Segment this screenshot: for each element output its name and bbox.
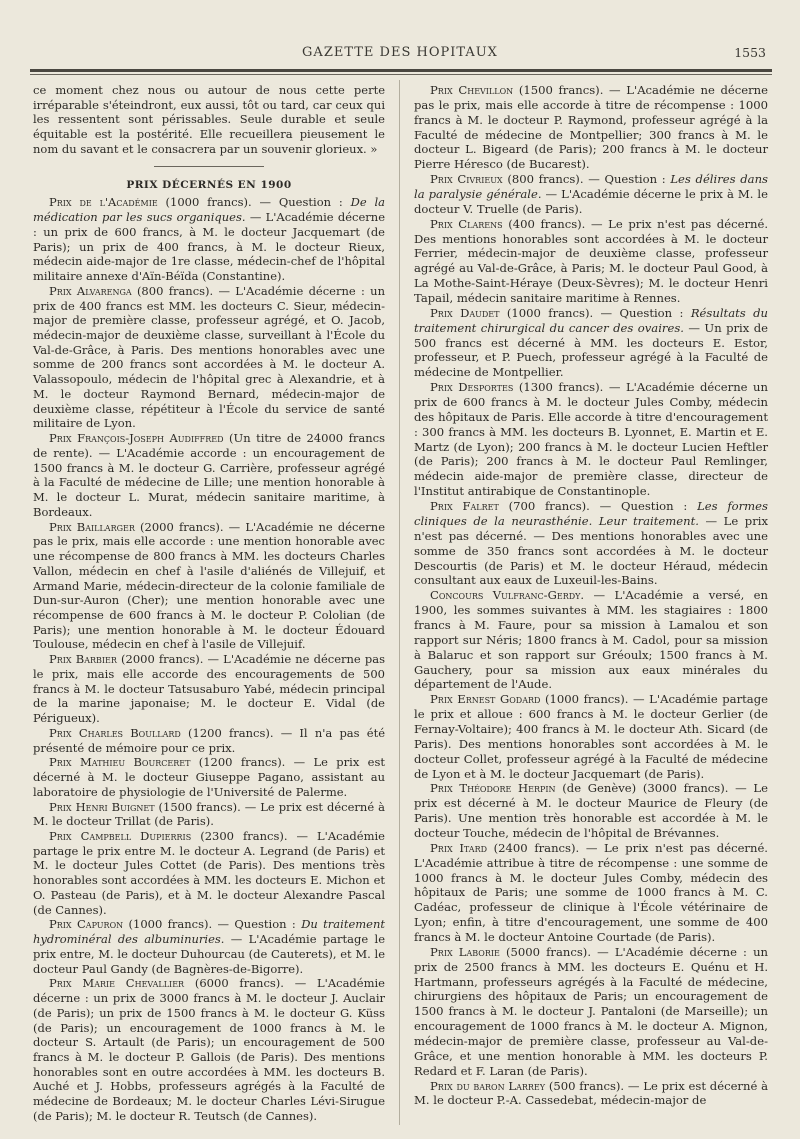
prize-name: Prix Itard bbox=[430, 840, 488, 855]
section-rule bbox=[154, 166, 264, 167]
prize-name: Prix Laborie bbox=[430, 944, 500, 959]
prize-paragraph bbox=[33, 755, 385, 799]
prize-paragraph bbox=[414, 172, 768, 217]
prize-paragraph bbox=[33, 195, 385, 283]
prize-text: (1000 francs). — Question : bbox=[499, 305, 691, 320]
prize-paragraph bbox=[414, 217, 768, 306]
prize-paragraph bbox=[414, 499, 768, 588]
prize-name: Prix Ernest Godard bbox=[430, 692, 541, 707]
prize-name: Prix Chevillon bbox=[430, 83, 514, 97]
prize-paragraph bbox=[33, 284, 385, 431]
prize-text: (2300 francs). — L'Académie partage le prix entre M. le docteur A. Legrand (de Paris) et M. le docteur Jules Cottet (de Paris). Des mentions très honorables sont accordées à MM. les docteurs E. Michon et O. Pasteau (de Paris), et à M. le docteur Alexandre Pascal (de Cannes). bbox=[33, 828, 385, 917]
prize-paragraph bbox=[414, 83, 768, 172]
prize-paragraph bbox=[33, 431, 385, 519]
prize-text-continued: — L'Académie décerne : un prix de 600 francs, à M. le docteur Jacquemart (de Paris); un prix de 400 francs, à M. le docteur Rieux, médecin aide-major de 1re classe, médecin-chef de l'hôpital militaire annexe d'Aïn-Béïda (Constantine). bbox=[33, 210, 386, 284]
prize-text-continued: — Le prix n'est pas décerné. — Des mentions honorables avec une somme de 350 francs sont accordées à M. le docteur Descourtis (de Paris) et M. le docteur Héraud, médecin consultant aux eaux de Luxeuil-les-Bains. bbox=[414, 513, 768, 588]
prize-name: Prix Charles Boullard bbox=[49, 725, 181, 740]
prize-name: Concours Vulfranc-Gerdy bbox=[430, 588, 581, 603]
prize-text: (800 francs). — L'Académie décerne : un prix de 400 francs est MM. les docteurs C. Sieur, médecin-major de première classe, professeur agrégé, et O. Jacob, médecin-major de deuxième classe, surveillant à l'École du Val-de-Grâce, à Paris. Des mentions honorables avec une somme de 200 francs sont accordées à M. le docteur A. Valassopoulo, médecin de l'hôpital grec à Alexandrie, et à M. le docteur Raymond Bernard, médecin-major de deuxième classe, répétiteur à l'École du service de santé militaire de Lyon. bbox=[33, 283, 385, 431]
prize-paragraph bbox=[414, 306, 768, 380]
prize-text: (1000 francs). — L'Académie partage le prix et alloue : 600 francs à M. le docteur Gerlier (de Fernay-Voltaire); 400 francs à M. le docteur Ath. Sicard (de Paris). Des mentions honorables sont accordées à M. le docteur Collet, professeur agrégé à la Faculté de médecine de Lyon et à M. le docteur Jacquemart (de Paris). bbox=[414, 692, 768, 781]
prize-name: Prix Clarens bbox=[430, 216, 503, 231]
prize-text: (500 francs). — Le prix est décerné à M. le docteur P.-A. Cassedebat, médecin-major de bbox=[414, 1078, 768, 1108]
prize-name: Prix Desportes bbox=[430, 380, 514, 395]
prize-question: Du traitement hydrominéral des albuminuries. bbox=[33, 917, 386, 947]
prize-text: (1300 francs). — L'Académie décerne un prix de 600 francs à M. le docteur Jules Comby, médecin des hôpitaux de Paris. Elle accorde à titre d'encouragement : 300 francs à MM. les docteurs B. Lyonnet, E. Martin et E. Martz (de Lyon); 200 francs à M. le docteur Lucien Heftler (de Paris); 200 francs à M. le docteur Paul Remlinger, médecin aide-major de première classe, directeur de l'Institut antirabique de Constantinople. bbox=[414, 380, 768, 499]
prize-paragraph bbox=[33, 829, 385, 917]
prize-paragraph bbox=[414, 781, 768, 840]
prize-paragraph bbox=[33, 976, 385, 1123]
prize-text-continued: — Un prix de 500 francs est décerné à MM. les docteurs E. Estor, professeur, et P. Puech, professeur agrégé à la Faculté de médecine de Montpellier. bbox=[414, 320, 768, 380]
prize-text-continued: — L'Académie partage le prix entre, M. le docteur Duhourcau (de Cauterets), et M. le docteur Paul Gandy (de Bagnères-de-Bigorre). bbox=[33, 932, 385, 976]
prize-text: (800 francs). — Question : bbox=[502, 172, 671, 187]
prize-paragraph bbox=[414, 692, 768, 781]
prize-question: Les délires dans la paralysie générale. bbox=[414, 172, 768, 202]
prize-text: (1200 francs). — Il n'a pas été présenté de mémoire pour ce prix. bbox=[33, 725, 385, 755]
prize-paragraph bbox=[33, 800, 385, 829]
prize-text: (1000 francs). — Question : bbox=[157, 195, 351, 210]
prize-question: Résultats du traitement chirurgical du cancer des ovaires. bbox=[414, 305, 769, 335]
prize-name: Prix Barbier bbox=[49, 652, 117, 667]
prize-name: Prix Campbell Dupierris bbox=[49, 828, 192, 843]
prize-name: Prix Falret bbox=[430, 499, 499, 514]
prize-paragraph bbox=[414, 841, 768, 945]
prize-name: Prix Mathieu Bourceret bbox=[49, 755, 191, 770]
left-column bbox=[33, 83, 385, 1124]
prize-question: De la médication par les sucs organiques. bbox=[33, 195, 386, 225]
prize-text: . — L'Académie a versé, en 1900, les sommes suivantes à MM. les stagiaires : 1800 francs à M. Faure, pour sa mission à Lamalou et son rapport sur Néris; 1800 francs à M. Cadol, pour sa mission à Balaruc et son rapport sur Gréoulx; 1500 francs à M. Gauchery, pour sa mission aux eaux minérales du département de l'Aude. bbox=[414, 588, 768, 692]
prize-text: (6000 francs). — L'Académie décerne : un prix de 3000 francs à M. le docteur J. Auclair (de Paris); un prix de 1500 francs à M. le docteur G. Küss (de Paris); un encouragement de 1000 francs à M. le docteur S. Artault (de Paris); un encouragement de 500 francs à M. le docteur P. Gallois (de Paris). Des mentions honorables sont en outre accordées à MM. les docteurs B. Auché et J. Hobbs, professeurs agrégés à la Faculté de médecine de Bordeaux; M. le docteur Charles Lévi-Sirugue (de Paris); M. le docteur R. Teutsch (de Cannes). bbox=[33, 976, 385, 1123]
prize-name: Prix Henri Buignet bbox=[49, 799, 155, 814]
prize-name: Prix de l'Académie bbox=[49, 195, 158, 210]
prize-paragraph bbox=[414, 380, 768, 499]
column-divider bbox=[399, 80, 400, 1125]
prize-name: Prix Théodore Herpin bbox=[430, 781, 556, 796]
prize-name: Prix Marie Chevallier bbox=[49, 976, 185, 991]
prize-name: Prix Daudet bbox=[430, 305, 500, 320]
prize-paragraph bbox=[414, 945, 768, 1079]
prize-name: Prix Alvarenga bbox=[49, 283, 132, 298]
prize-paragraph bbox=[414, 588, 768, 692]
prize-text: (2000 francs). — L'Académie ne décerne pas le prix, mais elle accorde des encouragements de 500 francs à M. le docteur Tatsusaburo Yabé, médecin principal de la marine japonaise; M. le docteur E. Vidal (de Périgueux). bbox=[33, 652, 385, 726]
prize-text: (1500 francs). — Le prix est décerné à M. le docteur Trillat (de Paris). bbox=[33, 799, 385, 829]
running-header-title: GAZETTE DES HOPITAUX bbox=[302, 45, 498, 60]
prize-paragraph bbox=[33, 520, 385, 653]
prize-text: (de Genève) (3000 francs). — Le prix est décerné à M. le docteur Maurice de Fleury (de Paris). Une mention très honorable est accordée à M. le docteur Touche, médecin de l'hôpital de Brévannes. bbox=[414, 781, 768, 840]
prize-text: (400 francs). — Le prix n'est pas décerné. Des mentions honorables sont accordées à M. le docteur Ferrier, médecin-major de deuxième classe, professeur agrégé au Val-de-Grâce, à Paris; M. le docteur Paul Good, à La Mothe-Saint-Héraye (Deux-Sèvres); M. le docteur Henri Tapail, médecin sanitaire maritime à Rennes. bbox=[414, 216, 769, 306]
right-column bbox=[414, 83, 768, 1108]
prize-paragraph bbox=[33, 652, 385, 726]
prize-name: Prix Civrieux bbox=[430, 172, 503, 187]
prize-text: (1000 francs). — Question : bbox=[123, 917, 302, 932]
prize-paragraph bbox=[414, 1079, 768, 1109]
prize-paragraph bbox=[33, 726, 385, 755]
prize-text: (700 francs). — Question : bbox=[498, 499, 698, 514]
header-rule-thin bbox=[30, 74, 772, 75]
prize-text: (2400 francs). — Le prix n'est pas décerné. L'Académie attribue à titre de récompense : une somme de 1000 francs à M. le docteur Jules Comby, médecin des hôpitaux de Paris; une somme de 1000 francs à M. C. Cadéac, professeur de clinique à l'École vétérinaire de Lyon; enfin, à titre d'encouragement, une somme de 400 francs à M. le docteur Antoine Courtade (de Paris). bbox=[414, 840, 768, 944]
prize-text: (1200 francs). — Le prix est décerné à M. le docteur Giuseppe Pagano, assistant au laboratoire de physiologie de l'Université de Palerme. bbox=[33, 755, 385, 799]
prize-text-continued: — L'Académie décerne le prix à M. le docteur V. Truelle (de Paris). bbox=[414, 187, 768, 216]
prize-paragraph bbox=[33, 917, 385, 976]
page-number: 1553 bbox=[734, 45, 766, 60]
header-rule-thick bbox=[30, 69, 772, 72]
prize-text: (Un titre de 24000 francs de rente). — L'Académie accorde : un encouragement de 1500 francs à M. le docteur G. Carrière, professeur agrégé à la Faculté de médecine de Lille; une mention honorable à M. le docteur L. Murat, médecin sanitaire maritime, à Bordeaux. bbox=[33, 431, 386, 519]
prize-name: Prix François-Joseph Audiffred bbox=[49, 431, 224, 446]
prize-text: (2000 francs). — L'Académie ne décerne pas le prix, mais elle accorde : une mention honorable avec une récompense de 800 francs à MM. les docteurs Charles Vallon, médecin en chef à l'asile d'aliénés de Villejuif, et Armand Marie, médecin-directeur de la colonie familiale de Dun-sur-Auron (Cher); une mention honorable avec une récompense de 600 francs à M. le docteur P. Cololian (de Paris); une mention honorable à M. le docteur Édouard Toulouse, médecin en chef à l'asile de Villejuif. bbox=[33, 519, 386, 652]
prize-name: Prix Baillarger bbox=[49, 519, 135, 534]
section-title: PRIX DÉCERNÉS EN 1900 bbox=[126, 178, 292, 191]
prize-name: Prix Capuron bbox=[49, 917, 124, 932]
prize-text: (1500 francs). — L'Académie ne décerne pas le prix, mais elle accorde à titre de récompense : 1000 francs à M. le docteur P. Raymond, professeur agrégé à la Faculté de médecine de Montpellier; 300 francs à M. le docteur L. Bigeard (de Paris); 200 francs à M. le docteur Pierre Héresco (de Bucarest). bbox=[414, 83, 768, 172]
prize-question: Les formes cliniques de la neurasthénie. Leur traitement. bbox=[414, 499, 768, 528]
prize-text: (5000 francs). — L'Académie décerne : un prix de 2500 francs à MM. les docteurs E. Quénu et H. Hartmann, professeurs agrégés à la Faculté de médecine, chirurgiens des hôpitaux de Paris; un encouragement de 1500 francs à M. le docteur J. Pantaloni (de Marseille); un encouragement de 1000 francs à M. le docteur A. Mignon, médecin-major de première classe, professeur au Val-de-Grâce, et une mention honorable à MM. les docteurs P. Redard et F. Laran (de Paris). bbox=[414, 944, 769, 1078]
prize-name: Prix du baron Larrey bbox=[430, 1078, 546, 1093]
opening-paragraph: ce moment chez nous ou autour de nous cette perte irréparable s'éteindront, eux aussi, tôt ou tard, car ceux qui les ressentent sont périssables. Seule durable et seule équitable est la postérité. Elle recueillera pieusement le nom du savant et le consacrera par un souvenir glorieux. » bbox=[33, 83, 385, 156]
